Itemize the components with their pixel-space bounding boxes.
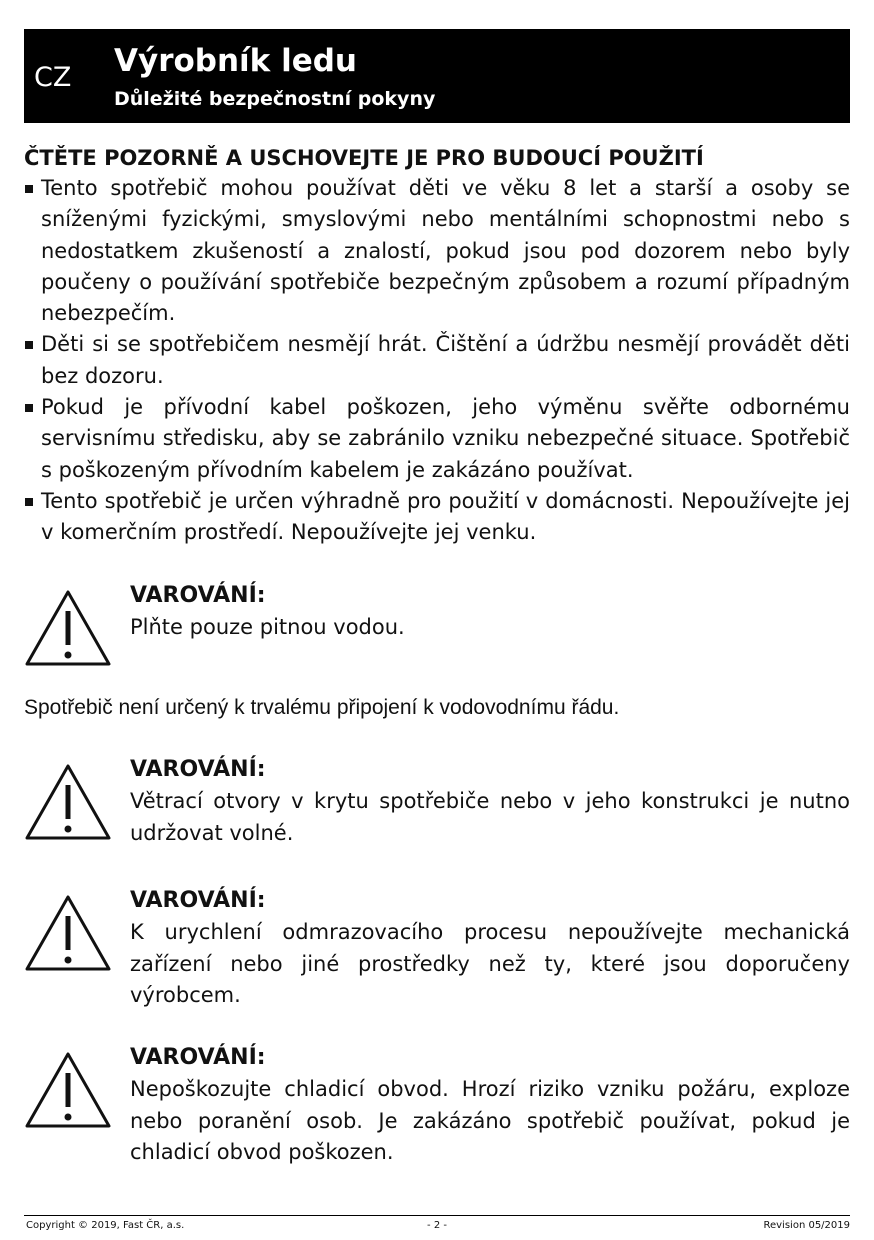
bullet-square-icon [25, 498, 33, 506]
bullet-text: Pokud je přívodní kabel poškozen, jeho výměnu svěřte odbornému servisnímu středisku, aby se zabránilo vzniku nebezpečné situace. Spotřebič s poškozeným přívodním kabelem je zakázáno používat. [41, 395, 850, 482]
bullet-square-icon [25, 185, 33, 193]
warning-block [24, 886, 850, 1016]
list-item [24, 392, 850, 486]
warning-text: Nepoškozujte chladicí obvod. Hrozí riziko vzniku požáru, exploze nebo poranění osob. Je zakázáno spotřebič používat, pokud je chladicí obvod poškozen. [130, 1077, 850, 1164]
bullet-square-icon [25, 404, 33, 412]
bullet-text: Tento spotřebič mohou používat děti ve věku 8 let a starší a osoby se sníženými fyzickými, smyslovými nebo mentálními schopnostmi nebo s nedostatkem zkušeností a znalostí, pokud jsou pod dozorem nebo byly poučeny o používání spotřebiče bezpečným způsobem a rozumí případným nebezpečím. [41, 176, 850, 326]
footer-revision: Revision 05/2019 [763, 1220, 850, 1231]
warning-block [24, 1043, 850, 1173]
intro-heading: ČTĚTE POZORNĚ A USCHOVEJTE JE PRO BUDOUCÍ POUŽITÍ [24, 146, 704, 170]
list-item [24, 173, 850, 329]
warning-text: K urychlení odmrazovacího procesu nepoužívejte mechanická zařízení nebo jiné prostředky než ty, které jsou doporučeny výrobcem. [130, 920, 850, 1007]
document-title: Výrobník ledu [114, 43, 357, 79]
footer-copyright: Copyright © 2019, Fast ČR, a.s. [26, 1220, 185, 1231]
warning-block [24, 755, 850, 855]
warning-triangle-icon [24, 589, 112, 667]
warning-title: VAROVÁNÍ: [130, 583, 266, 608]
document-subtitle: Důležité bezpečnostní pokyny [114, 88, 436, 110]
safety-bullet-list [24, 173, 850, 549]
connection-note: Spotřebič není určený k trvalému připojení k vodovodnímu řádu. [24, 696, 620, 719]
header-bar [24, 29, 850, 123]
warning-text: Plňte pouze pitnou vodou. [130, 615, 405, 639]
bullet-text: Tento spotřebič je určen výhradně pro použití v domácnosti. Nepoužívejte jej v komerčním prostředí. Nepoužívejte jej venku. [41, 488, 850, 545]
language-code: CZ [34, 62, 72, 93]
warning-title: VAROVÁNÍ: [130, 888, 266, 913]
warning-block [24, 581, 850, 671]
warning-triangle-icon [24, 763, 112, 841]
footer-divider [24, 1215, 850, 1216]
warning-title: VAROVÁNÍ: [130, 757, 266, 782]
warning-text: Větrací otvory v krytu spotřebiče nebo v jeho konstrukci je nutno udržovat volné. [130, 789, 850, 845]
warning-title: VAROVÁNÍ: [130, 1045, 266, 1070]
footer-page-number: - 2 - [427, 1220, 447, 1231]
list-item [24, 329, 850, 392]
bullet-text: Děti si se spotřebičem nesmějí hrát. Čištění a údržbu nesmějí provádět děti bez dozoru. [41, 332, 850, 388]
bullet-square-icon [25, 341, 33, 349]
list-item [24, 486, 850, 549]
warning-triangle-icon [24, 1051, 112, 1129]
warning-triangle-icon [24, 894, 112, 972]
